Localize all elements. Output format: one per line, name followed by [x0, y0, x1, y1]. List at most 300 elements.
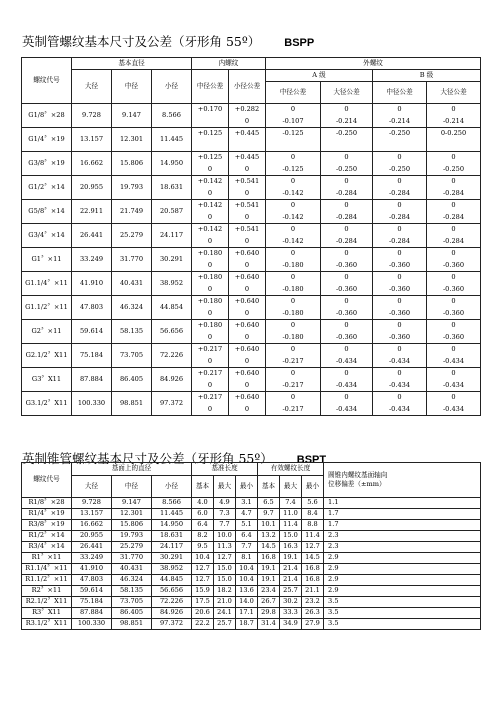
header-el-basic: 基本	[258, 476, 280, 498]
header-internal: 内螺纹	[192, 58, 266, 70]
cell-bp	[373, 152, 427, 176]
cell-bmax: 15.0	[214, 575, 236, 586]
cell-code: R1.1/4〞×11	[22, 564, 72, 575]
cell-im-line: 0	[244, 164, 250, 173]
cell-minor: 18.631	[152, 531, 192, 542]
cell-am-line: 0	[344, 321, 349, 329]
cell-bp-line: -0.284	[388, 212, 411, 221]
cell-bm	[427, 320, 481, 344]
cell-am	[321, 152, 373, 176]
cell-major: 20.955	[72, 176, 112, 200]
cell-code: R3/8〞×19	[22, 520, 72, 531]
cell-bm	[427, 128, 481, 152]
cell-ip-line: +0.142	[197, 225, 223, 233]
cell-major: 20.955	[72, 531, 112, 542]
cell-ap-line: -0.142	[282, 188, 304, 197]
cell-am-line: 0	[344, 105, 349, 113]
cell-minor: 38.952	[152, 272, 192, 296]
cell-bm-line: 0	[451, 249, 456, 257]
cell-bmin: 14.0	[236, 597, 258, 608]
cell-code: G3/8〞×19	[22, 152, 72, 176]
header-basic-diameter: 基面上的直径	[72, 463, 192, 476]
cell-bmin: 5.1	[236, 520, 258, 531]
cell-ip-line: 0	[207, 212, 213, 221]
cell-code: R3.1/2〞X11	[22, 619, 72, 630]
cell-bm	[427, 104, 481, 128]
cell-am	[321, 320, 373, 344]
table-row	[22, 176, 481, 200]
cell-ip-line: +0.180	[197, 297, 223, 305]
table-row	[22, 575, 481, 586]
header-a-major-tol: 大径公差	[321, 82, 373, 104]
cell-code: R2.1/2〞X11	[22, 597, 72, 608]
header-external: 外螺纹	[266, 58, 481, 70]
cell-emin: 8.8	[302, 520, 324, 531]
cell-im	[229, 368, 266, 392]
cell-major: 16.662	[72, 152, 112, 176]
cell-bm-line: -0.250	[442, 164, 465, 173]
cell-bp-line: 0	[397, 369, 402, 377]
cell-am	[321, 200, 373, 224]
cell-ap-line: -0.180	[282, 308, 304, 317]
cell-emax: 25.7	[280, 586, 302, 597]
cell-bmin: 18.7	[236, 619, 258, 630]
cell-ap-line: -0.142	[282, 212, 304, 221]
cell-ap-line: -0.125	[282, 164, 304, 173]
cell-ip	[192, 152, 229, 176]
cell-bm-line: 0	[451, 105, 456, 113]
header-int-pitch-tol: 中径公差	[192, 70, 229, 104]
bspp-table	[21, 57, 481, 416]
cell-im	[229, 248, 266, 272]
cell-tol: 3.5	[324, 608, 481, 619]
cell-am-line: -0.284	[335, 236, 358, 245]
header-effective-length: 有效螺纹长度	[258, 463, 324, 476]
cell-bmax: 7.7	[214, 520, 236, 531]
cell-minor: 56.656	[152, 586, 192, 597]
bspt-code: BSPT	[296, 454, 327, 466]
cell-bmax: 4.9	[214, 498, 236, 509]
cell-am-line	[321, 140, 372, 152]
cell-im-line: +0.640	[234, 273, 260, 281]
table-row	[22, 248, 481, 272]
cell-bm	[427, 224, 481, 248]
cell-bp-line: -0.360	[388, 260, 411, 269]
cell-ip-line	[192, 116, 228, 128]
cell-minor: 44.854	[152, 296, 192, 320]
cell-ip-line: 0	[207, 404, 213, 413]
cell-bp-line: -0.434	[388, 356, 411, 365]
cell-im-line: +0.541	[234, 225, 260, 233]
header-major: 大径	[72, 476, 112, 498]
cell-im-line: 0	[244, 188, 250, 197]
cell-bmin: 13.6	[236, 586, 258, 597]
cell-im-line: 0	[244, 284, 250, 293]
header-pitch: 中径	[112, 70, 152, 104]
cell-pitch: 58.135	[112, 320, 152, 344]
cell-ap	[266, 320, 321, 344]
bspt-body	[22, 498, 481, 630]
cell-b: 10.4	[192, 553, 214, 564]
cell-ip-line: +0.125	[197, 153, 223, 161]
cell-emin: 23.2	[302, 597, 324, 608]
cell-ap-line: 0	[290, 201, 296, 209]
cell-emax: 19.1	[280, 553, 302, 564]
cell-code: G3.1/2〞X11	[22, 392, 72, 416]
cell-bmax: 11.3	[214, 542, 236, 553]
cell-bm-line: 0	[451, 225, 456, 233]
cell-major: 47.803	[72, 575, 112, 586]
cell-bm-line: -0.434	[442, 356, 465, 365]
table-row	[22, 542, 481, 553]
cell-ip-line: +0.142	[197, 201, 223, 209]
cell-ap	[266, 176, 321, 200]
cell-code: G1〞×11	[22, 248, 72, 272]
cell-bmax: 21.0	[214, 597, 236, 608]
cell-am-line: 0	[344, 273, 349, 281]
cell-bp-line: -0.360	[388, 308, 411, 317]
cell-bp-line: 0	[397, 105, 402, 113]
cell-e: 29.8	[258, 608, 280, 619]
cell-im-line: 0	[244, 116, 250, 125]
cell-bp	[373, 344, 427, 368]
cell-minor: 14.950	[152, 152, 192, 176]
cell-minor: 30.291	[152, 553, 192, 564]
cell-ap	[266, 392, 321, 416]
bspp-title	[22, 32, 314, 50]
cell-major: 100.330	[72, 392, 112, 416]
cell-bm-line: 0-0.250	[440, 129, 467, 137]
cell-bp-line: 0	[397, 153, 402, 161]
cell-bp-line: 0	[397, 297, 402, 305]
cell-bm-line: 0	[451, 153, 456, 161]
table-row	[22, 128, 481, 152]
cell-bm	[427, 272, 481, 296]
cell-am-line: -0.360	[335, 260, 358, 269]
cell-pitch: 25.279	[112, 542, 152, 553]
cell-ap	[266, 224, 321, 248]
cell-emax: 7.4	[280, 498, 302, 509]
header-minor: 小径	[152, 70, 192, 104]
cell-major: 87.884	[72, 608, 112, 619]
cell-bm-line: -0.434	[442, 404, 465, 413]
cell-code: R1〞×11	[22, 553, 72, 564]
cell-im	[229, 344, 266, 368]
cell-im	[229, 296, 266, 320]
cell-major: 33.249	[72, 553, 112, 564]
cell-am-line: 0	[344, 249, 349, 257]
cell-ip	[192, 104, 229, 128]
header-a-pitch-tol: 中径公差	[266, 82, 321, 104]
cell-pitch: 40.431	[112, 564, 152, 575]
cell-am	[321, 128, 373, 152]
cell-minor: 20.587	[152, 200, 192, 224]
cell-emax: 21.4	[280, 575, 302, 586]
header-bl-basic: 基本	[192, 476, 214, 498]
cell-ap-line: -0.180	[282, 332, 304, 341]
cell-im-line: +0.640	[234, 345, 260, 353]
bspp-body	[22, 104, 481, 416]
cell-emin: 27.9	[302, 619, 324, 630]
cell-major: 33.249	[72, 248, 112, 272]
cell-minor: 44.845	[152, 575, 192, 586]
cell-ap-line: 0	[290, 177, 296, 185]
cell-bm-line: -0.284	[442, 236, 465, 245]
bspt-table	[21, 462, 481, 630]
cell-bp-line: 0	[397, 201, 402, 209]
cell-bp-line: 0	[397, 273, 402, 281]
cell-bmax: 24.1	[214, 608, 236, 619]
cell-ap-line: -0.217	[282, 404, 304, 413]
cell-bm-line: 0	[451, 345, 456, 353]
cell-b: 9.5	[192, 542, 214, 553]
cell-e: 13.2	[258, 531, 280, 542]
cell-ap-line: 0	[290, 249, 296, 257]
cell-am	[321, 176, 373, 200]
cell-am	[321, 392, 373, 416]
cell-ip	[192, 128, 229, 152]
cell-minor: 11.445	[152, 128, 192, 152]
cell-ip-line: 0	[207, 308, 213, 317]
table-row	[22, 608, 481, 619]
cell-major: 59.614	[72, 320, 112, 344]
table-row	[22, 509, 481, 520]
cell-ap	[266, 272, 321, 296]
cell-major: 9.728	[72, 104, 112, 128]
cell-ap-line: -0.217	[282, 356, 304, 365]
cell-ip-line: +0.217	[197, 345, 223, 353]
table-row	[22, 200, 481, 224]
header-bl-max: 最大	[214, 476, 236, 498]
cell-bm-line: 0	[451, 177, 456, 185]
cell-im-line	[229, 140, 265, 152]
cell-im-line: +0.640	[234, 393, 260, 401]
cell-im	[229, 128, 266, 152]
cell-im	[229, 152, 266, 176]
table-row	[22, 224, 481, 248]
cell-code: R1/4〞×19	[22, 509, 72, 520]
cell-emax: 30.2	[280, 597, 302, 608]
cell-am	[321, 248, 373, 272]
cell-ip	[192, 200, 229, 224]
cell-pitch: 25.279	[112, 224, 152, 248]
cell-ap-line: 0	[290, 321, 296, 329]
cell-im-line: 0	[244, 212, 250, 221]
cell-am-line: -0.360	[335, 332, 358, 341]
cell-major: 100.330	[72, 619, 112, 630]
cell-bmax: 15.0	[214, 564, 236, 575]
table-row	[22, 392, 481, 416]
cell-bp-line: -0.434	[388, 380, 411, 389]
cell-bm-line: 0	[451, 369, 456, 377]
cell-im-line: 0	[244, 236, 250, 245]
cell-major: 41.910	[72, 564, 112, 575]
cell-im-line: +0.445	[234, 129, 260, 137]
cell-pitch: 12.301	[112, 509, 152, 520]
cell-bp	[373, 128, 427, 152]
cell-b: 15.9	[192, 586, 214, 597]
cell-am-line: -0.434	[335, 404, 358, 413]
cell-bp-line: -0.284	[388, 236, 411, 245]
header-axial-tolerance	[324, 463, 481, 498]
cell-b: 17.5	[192, 597, 214, 608]
cell-ip-line: 0	[207, 380, 213, 389]
cell-major: 26.441	[72, 542, 112, 553]
cell-bmin: 10.4	[236, 564, 258, 575]
cell-ap	[266, 248, 321, 272]
cell-im-line: +0.640	[234, 249, 260, 257]
cell-code: R1/2〞×14	[22, 531, 72, 542]
cell-ap-line: 0	[290, 345, 296, 353]
cell-tol: 2.9	[324, 564, 481, 575]
cell-bp-line: 0	[397, 249, 402, 257]
cell-code: R3〞X11	[22, 608, 72, 619]
cell-major: 87.884	[72, 368, 112, 392]
cell-am-line: 0	[344, 369, 349, 377]
header-el-max: 最大	[280, 476, 302, 498]
cell-im-line: +0.640	[234, 297, 260, 305]
cell-bm	[427, 152, 481, 176]
cell-pitch: 15.806	[112, 520, 152, 531]
cell-pitch: 40.431	[112, 272, 152, 296]
cell-bm-line: -0.360	[442, 308, 465, 317]
cell-ap-line: 0	[290, 273, 296, 281]
cell-pitch: 9.147	[112, 498, 152, 509]
cell-bmin: 4.7	[236, 509, 258, 520]
cell-bm-line: 0	[451, 201, 456, 209]
header-b-pitch-tol: 中径公差	[373, 82, 427, 104]
cell-major: 75.184	[72, 344, 112, 368]
cell-bp	[373, 392, 427, 416]
cell-ip-line: +0.180	[197, 321, 223, 329]
cell-am-line: -0.250	[335, 129, 358, 137]
cell-am	[321, 224, 373, 248]
cell-ip	[192, 392, 229, 416]
cell-bm-line: 0	[451, 273, 456, 281]
cell-bm-line: -0.284	[442, 212, 465, 221]
cell-ap	[266, 296, 321, 320]
cell-b: 6.0	[192, 509, 214, 520]
header-class-a: A 级	[266, 70, 373, 82]
cell-bm-line: 0	[451, 321, 456, 329]
header-b-major-tol: 大径公差	[427, 82, 481, 104]
cell-e: 6.5	[258, 498, 280, 509]
cell-pitch: 21.749	[112, 200, 152, 224]
cell-bm	[427, 176, 481, 200]
cell-e: 26.7	[258, 597, 280, 608]
cell-emin: 16.8	[302, 564, 324, 575]
cell-bm-line: 0	[451, 393, 456, 401]
cell-am-line: -0.214	[335, 116, 358, 125]
cell-minor: 30.291	[152, 248, 192, 272]
cell-emax: 11.4	[280, 520, 302, 531]
cell-pitch: 9.147	[112, 104, 152, 128]
table-row	[22, 597, 481, 608]
cell-ap	[266, 368, 321, 392]
cell-bp	[373, 296, 427, 320]
cell-ip-line	[192, 140, 228, 152]
cell-minor: 84.926	[152, 608, 192, 619]
cell-code: R1/8〞×28	[22, 498, 72, 509]
cell-tol: 1.1	[324, 498, 481, 509]
cell-ap	[266, 128, 321, 152]
cell-ip-line: 0	[207, 188, 213, 197]
cell-bp-line: 0	[397, 393, 402, 401]
table-row	[22, 104, 481, 128]
cell-pitch: 86.405	[112, 608, 152, 619]
cell-tol: 2.3	[324, 531, 481, 542]
cell-pitch: 98.851	[112, 392, 152, 416]
cell-ip-line: +0.217	[197, 369, 223, 377]
cell-ip-line: +0.180	[197, 249, 223, 257]
bspp-code: BSPP	[284, 37, 315, 49]
cell-am	[321, 104, 373, 128]
header-pitch: 中径	[112, 476, 152, 498]
cell-ip-line: +0.170	[197, 105, 223, 113]
cell-major: 13.157	[72, 128, 112, 152]
cell-bp-line: -0.434	[388, 404, 411, 413]
cell-im	[229, 224, 266, 248]
cell-am-line: 0	[344, 225, 349, 233]
cell-emin: 14.5	[302, 553, 324, 564]
cell-code: G1.1/4〞×11	[22, 272, 72, 296]
cell-im-line: 0	[244, 404, 250, 413]
cell-bm	[427, 248, 481, 272]
cell-minor: 14.950	[152, 520, 192, 531]
cell-b: 20.6	[192, 608, 214, 619]
cell-emax: 16.3	[280, 542, 302, 553]
cell-emax: 11.0	[280, 509, 302, 520]
table-row	[22, 564, 481, 575]
cell-bmin: 17.1	[236, 608, 258, 619]
cell-ap	[266, 344, 321, 368]
table-row	[22, 553, 481, 564]
cell-e: 10.1	[258, 520, 280, 531]
cell-emin: 8.4	[302, 509, 324, 520]
cell-pitch: 31.770	[112, 248, 152, 272]
cell-bm-line: -0.360	[442, 260, 465, 269]
header-el-min: 最小	[302, 476, 324, 498]
header-base-length: 基准长度	[192, 463, 258, 476]
cell-bp	[373, 104, 427, 128]
cell-im	[229, 272, 266, 296]
cell-minor: 72.226	[152, 597, 192, 608]
cell-im	[229, 392, 266, 416]
cell-bp-line: 0	[397, 321, 402, 329]
cell-ap-line: -0.107	[282, 116, 304, 125]
cell-am-line: -0.434	[335, 356, 358, 365]
cell-ip-line: 0	[207, 260, 213, 269]
cell-am-line: -0.250	[335, 164, 358, 173]
cell-ap-line: -0.125	[282, 129, 304, 137]
cell-emin: 12.7	[302, 542, 324, 553]
cell-code: R3/4〞×14	[22, 542, 72, 553]
cell-ip	[192, 368, 229, 392]
bspp-header	[22, 58, 481, 104]
cell-bp	[373, 320, 427, 344]
cell-pitch: 12.301	[112, 128, 152, 152]
cell-bp-line: -0.360	[388, 332, 411, 341]
table-row	[22, 296, 481, 320]
table-row	[22, 586, 481, 597]
cell-bm	[427, 392, 481, 416]
cell-bp-line: 0	[397, 177, 402, 185]
cell-am-line: 0	[344, 345, 349, 353]
cell-pitch: 19.793	[112, 531, 152, 542]
cell-code: G3〞X11	[22, 368, 72, 392]
cell-ip-line: 0	[207, 236, 213, 245]
cell-e: 16.8	[258, 553, 280, 564]
